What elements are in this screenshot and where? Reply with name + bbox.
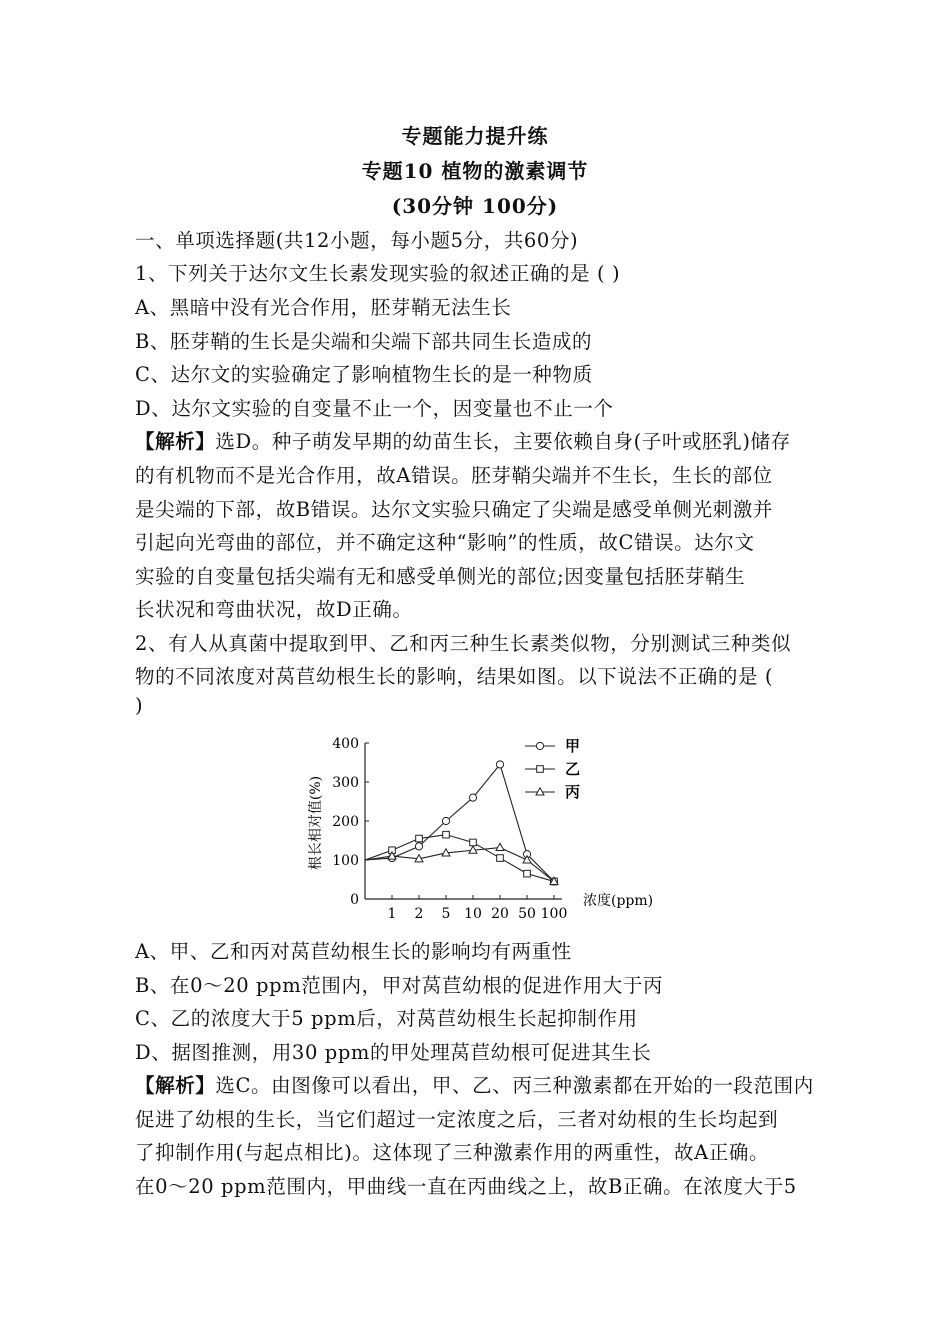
q1-option-c: C、达尔文的实验确定了影响植物生长的是一种物质 bbox=[135, 363, 593, 386]
data-point-square bbox=[524, 870, 531, 877]
q2-option-c: C、乙的浓度大于5 ppm后，对莴苣幼根生长起抑制作用 bbox=[135, 1007, 638, 1030]
series-line-circle bbox=[365, 764, 554, 881]
q2-stem-line: 物的不同浓度对莴苣幼根生长的影响，结果如图。以下说法不正确的是 ( bbox=[135, 665, 774, 688]
q1-analysis-label: 【解析】 bbox=[135, 430, 216, 453]
data-point-square bbox=[470, 839, 477, 846]
legend-marker-square bbox=[537, 766, 544, 773]
q2-analysis-line: 促进了幼根的生长，当它们超过一定浓度之后，三者对幼根的生长均起到 bbox=[135, 1108, 779, 1131]
data-point-circle bbox=[415, 843, 422, 850]
q1-analysis-line: 长状况和弯曲状况，故D正确。 bbox=[135, 598, 413, 621]
y-tick-label: 100 bbox=[332, 853, 359, 869]
q2-stem-line: ) bbox=[135, 694, 144, 717]
time-score: (30分钟 100分) bbox=[391, 194, 559, 218]
q2-option-d: D、据图推测，用30 ppm的甲处理莴苣幼根可促进其生长 bbox=[135, 1041, 652, 1064]
x-tick-label: 5 bbox=[441, 906, 451, 922]
q1-option-b: B、胚芽鞘的生长是尖端和尖端下部共同生长造成的 bbox=[135, 330, 593, 353]
data-point-triangle bbox=[496, 843, 504, 850]
data-point-square bbox=[443, 831, 450, 838]
x-axis-label: 浓度(ppm) bbox=[583, 893, 654, 909]
q2-analysis-line: 在0～20 ppm范围内，甲曲线一直在丙曲线之上，故B正确。在浓度大于5 bbox=[135, 1175, 797, 1198]
y-tick-label: 200 bbox=[332, 814, 359, 830]
q1-analysis-line: 【解析】选D。种子萌发早期的幼苗生长，主要依赖自身(子叶或胚乳)储存 bbox=[135, 430, 791, 453]
data-point-circle bbox=[496, 761, 503, 768]
q1-analysis-line: 引起向光弯曲的部位，并不确定这种“影响”的性质，故C错误。达尔文 bbox=[135, 531, 755, 554]
data-point-circle bbox=[469, 794, 476, 801]
x-tick-label: 10 bbox=[464, 906, 482, 922]
q1-stem: 1、下列关于达尔文生长素发现实验的叙述正确的是 ( ) bbox=[135, 262, 621, 285]
line-chart bbox=[300, 728, 700, 928]
q1-option-a: A、黑暗中没有光合作用，胚芽鞘无法生长 bbox=[135, 296, 512, 319]
q2-analysis-line: 了抑制作用(与起点相比)。这体现了三种激素作用的两重性，故A正确。 bbox=[135, 1141, 770, 1164]
q2-analysis-line: 【解析】选C。由图像可以看出，甲、乙、丙三种激素都在开始的一段范围内 bbox=[135, 1074, 814, 1097]
x-tick-label: 2 bbox=[414, 906, 424, 922]
data-point-circle bbox=[442, 817, 449, 824]
legend-marker-triangle bbox=[536, 788, 544, 795]
q1-analysis-line: 是尖端的下部，故B错误。达尔文实验只确定了尖端是感受单侧光刺激并 bbox=[135, 498, 774, 521]
q1-analysis-line: 实验的自变量包括尖端有无和感受单侧光的部位;因变量包括胚芽鞘生 bbox=[135, 565, 746, 588]
y-tick-label: 400 bbox=[332, 736, 359, 752]
x-tick-label: 1 bbox=[387, 906, 397, 922]
y-axis-label: 根长相对值(%) bbox=[308, 775, 324, 871]
q2-analysis-label: 【解析】 bbox=[135, 1074, 216, 1097]
legend-marker-circle bbox=[536, 742, 543, 749]
q1-analysis-line: 的有机物而不是光合作用，故A错误。胚芽鞘尖端并不生长，生长的部位 bbox=[135, 464, 773, 487]
legend-label: 甲 bbox=[565, 737, 581, 755]
x-tick-label: 50 bbox=[518, 906, 536, 922]
q2-option-a: A、甲、乙和丙对莴苣幼根生长的影响均有两重性 bbox=[135, 940, 572, 963]
doc-subtitle: 专题10 植物的激素调节 bbox=[361, 159, 589, 183]
doc-title: 专题能力提升练 bbox=[401, 124, 549, 148]
legend-label: 乙 bbox=[565, 760, 581, 778]
legend-label: 丙 bbox=[565, 783, 581, 801]
y-tick-label: 300 bbox=[332, 775, 359, 791]
data-point-square bbox=[416, 835, 423, 842]
section-heading: 一、单项选择题(共12小题，每小题5分，共60分) bbox=[135, 229, 579, 252]
x-tick-label: 100 bbox=[540, 906, 568, 922]
q1-option-d: D、达尔文实验的自变量不止一个，因变量也不止一个 bbox=[135, 397, 614, 420]
q2-stem-line: 2、有人从真菌中提取到甲、乙和丙三种生长素类似物，分别测试三种类似 bbox=[135, 632, 792, 655]
q2-option-b: B、在0～20 ppm范围内，甲对莴苣幼根的促进作用大于丙 bbox=[135, 974, 664, 997]
x-tick-label: 20 bbox=[491, 906, 509, 922]
data-point-square bbox=[497, 855, 504, 862]
y-tick-label: 0 bbox=[350, 892, 359, 908]
